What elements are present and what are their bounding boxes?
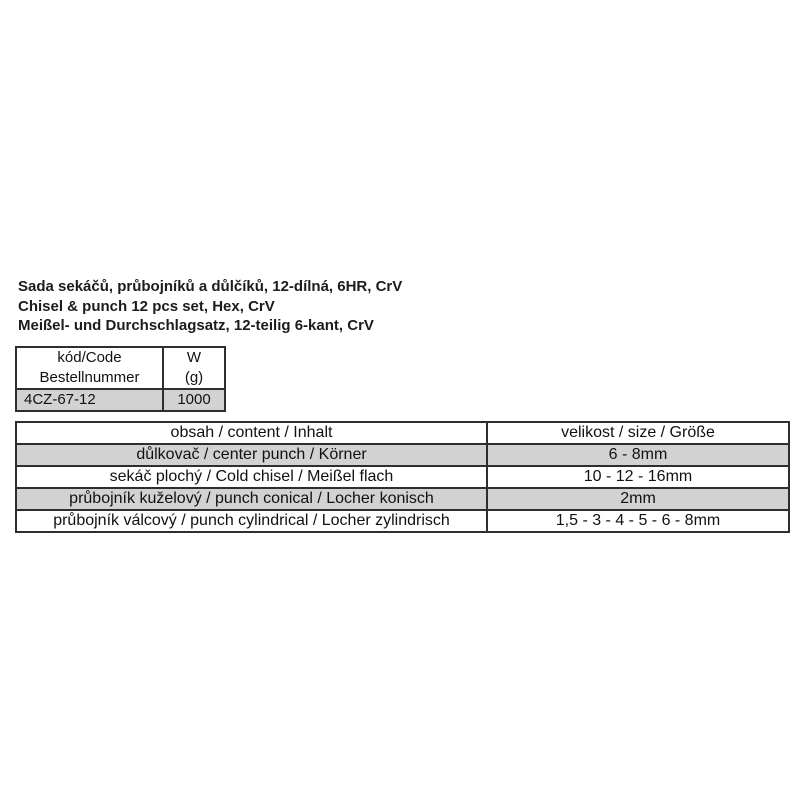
spec-row-center-punch <box>16 444 789 466</box>
code-header-line1: kód/Code <box>57 349 122 366</box>
code-table-header-row <box>16 347 225 389</box>
spec-row-size: 10 - 12 - 16mm <box>487 466 789 488</box>
spec-row-content: důlkovač / center punch / Körner <box>16 444 487 466</box>
spec-row-cold-chisel <box>16 466 789 488</box>
order-code-value: 4CZ-67-12 <box>16 389 163 411</box>
spec-header-size: velikost / size / Größe <box>487 422 789 444</box>
product-title-de: Meißel- und Durchschlagsatz, 12-teilig 6-kant, CrV <box>18 317 374 334</box>
code-header-line2: Bestellnummer <box>39 369 140 386</box>
spec-row-punch-conical <box>16 488 789 510</box>
product-title-cs: Sada sekáčů, průbojníků a důlčíků, 12-dílná, 6HR, CrV <box>18 278 403 295</box>
spec-table-header-row <box>16 422 789 444</box>
spec-row-size: 6 - 8mm <box>487 444 789 466</box>
spec-row-punch-cylindrical <box>16 510 789 532</box>
code-weight-table <box>15 346 226 412</box>
spec-row-size: 2mm <box>487 488 789 510</box>
code-table-value-row <box>16 389 225 411</box>
weight-header-line1: W <box>186 349 202 366</box>
product-title-en: Chisel & punch 12 pcs set, Hex, CrV <box>18 297 275 315</box>
weight-header-line2: (g) <box>184 369 204 386</box>
code-header-cell <box>16 347 163 389</box>
spec-row-content: sekáč plochý / Cold chisel / Meißel flach <box>16 466 487 488</box>
weight-header-cell <box>163 347 225 389</box>
spec-table <box>15 421 790 533</box>
spec-row-size: 1,5 - 3 - 4 - 5 - 6 - 8mm <box>487 510 789 532</box>
weight-value: 1000 <box>163 389 225 411</box>
spec-header-content: obsah / content / Inhalt <box>16 422 487 444</box>
spec-row-content: průbojník kuželový / punch conical / Locher konisch <box>16 488 487 510</box>
product-title <box>18 277 402 336</box>
spec-row-content: průbojník válcový / punch cylindrical / Locher zylindrisch <box>16 510 487 532</box>
